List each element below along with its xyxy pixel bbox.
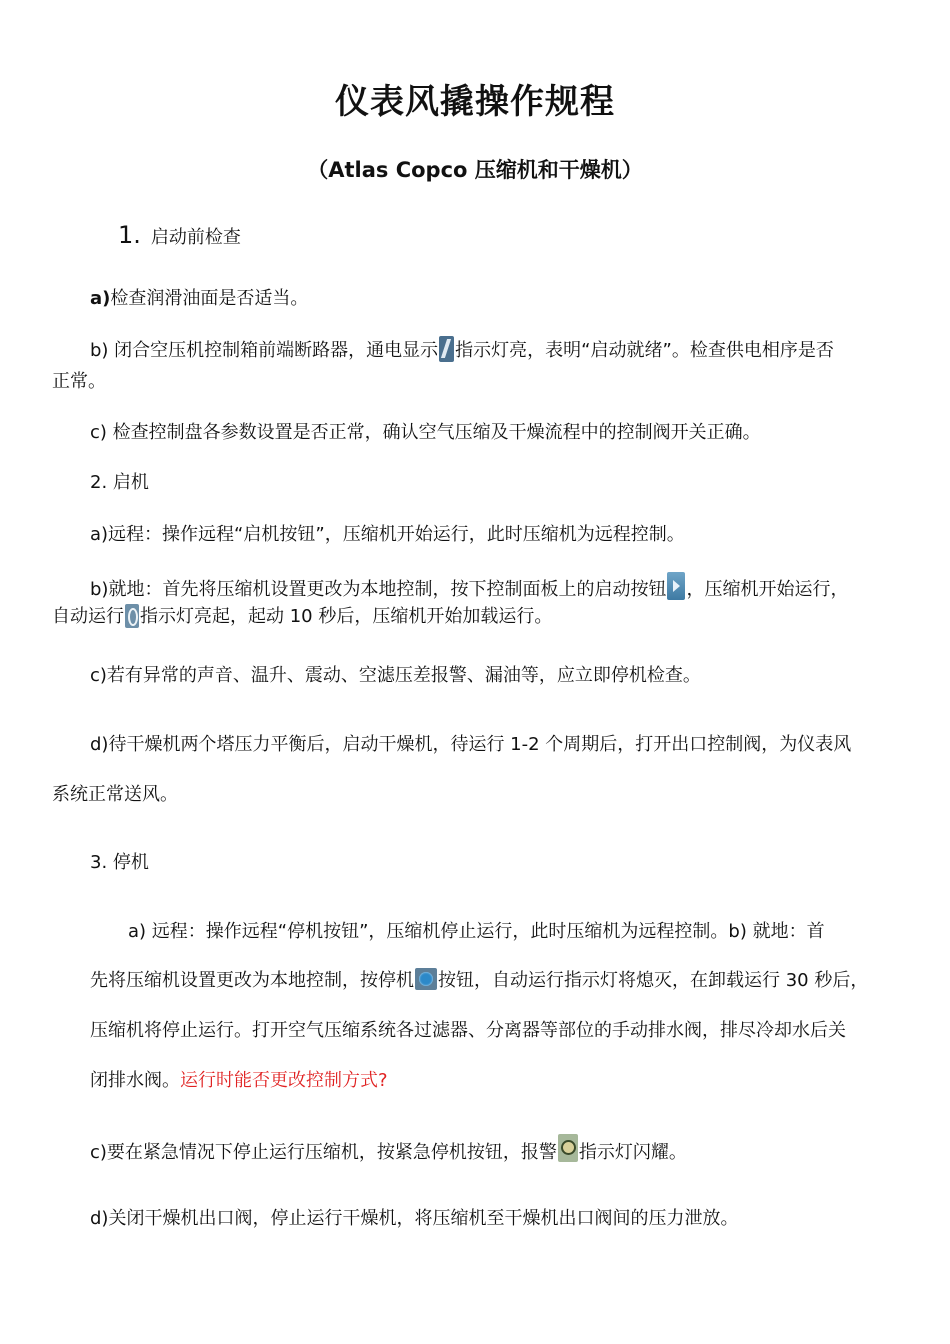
sec2-item-b2-text-post: 指示灯亮起，起动 10 秒后，压缩机开始加载运行。	[140, 606, 553, 627]
sec2-item-c: c)若有异常的声音、温升、震动、空滤压差报警、漏油等，应立即停机检查。	[90, 665, 701, 686]
sec3-paragraph-line2	[90, 968, 868, 994]
auto-run-indicator-icon	[125, 604, 139, 628]
sec1-item-b-text-post: 指示灯亮，表明“启动就绪”。检查供电相序是否	[455, 340, 834, 361]
sec1-item-a-text: 检查润滑油面是否适当。	[110, 288, 309, 309]
sec1-item-a	[90, 286, 308, 312]
document-title: 仪表风撬操作规程	[335, 82, 615, 122]
sec3-item-d: d)关闭干燥机出口阀，停止运行干燥机，将压缩机至干燥机出口阀间的压力泄放。	[90, 1208, 739, 1229]
sec3-item-c	[90, 1134, 687, 1166]
section-3-heading: 3. 停机	[90, 852, 149, 873]
sec3-line2-text-pre: 先将压缩机设置更改为本地控制，按停机	[90, 970, 414, 991]
sec2-item-b2-text-pre: 自动运行	[52, 606, 124, 627]
review-note: 运行时能否更改控制方式?	[180, 1070, 388, 1091]
section-2-heading: 2. 启机	[90, 472, 149, 493]
sec2-item-d-line2: 系统正常送风。	[52, 784, 178, 805]
sec2-item-b	[90, 572, 848, 603]
section-1-heading	[118, 222, 241, 251]
sec3-paragraph-line1: a) 远程：操作远程“停机按钮”，压缩机停止运行，此时压缩机为远程控制。b) 就地：首	[128, 921, 825, 942]
section-1-number: 1.	[118, 221, 141, 249]
stop-button-icon	[415, 968, 437, 990]
alarm-indicator-icon	[558, 1134, 578, 1162]
sec1-item-a-label: a)	[90, 288, 111, 309]
section-1-title: 启动前检查	[150, 227, 241, 248]
sec2-item-b-text-pre: b)就地：首先将压缩机设置更改为本地控制，按下控制面板上的启动按钮	[90, 579, 667, 600]
sec2-item-a: a)远程：操作远程“启机按钮”，压缩机开始运行，此时压缩机为远程控制。	[90, 524, 685, 545]
sec3-item-c-text-post: 指示灯闪耀。	[578, 1142, 687, 1163]
start-button-icon	[667, 572, 685, 600]
sec1-item-b-line2: 正常。	[52, 371, 106, 392]
sec1-item-b	[90, 336, 834, 364]
sec1-item-c: c) 检查控制盘各参数设置是否正常，确认空气压缩及干燥流程中的控制阀开关正确。	[90, 422, 761, 443]
sec1-item-b-text-pre: b) 闭合空压机控制箱前端断路器，通电显示	[90, 340, 439, 361]
sec3-paragraph-line4	[90, 1068, 388, 1094]
sec3-item-c-text-pre: c)要在紧急情况下停止运行压缩机，按紧急停机按钮，报警	[90, 1142, 557, 1163]
sec3-line2-text-post: 按钮，自动运行指示灯将熄灭，在卸载运行 30 秒后，	[438, 970, 869, 991]
sec3-paragraph-line3: 压缩机将停止运行。打开空气压缩系统各过滤器、分离器等部位的手动排水阀，排尽冷却水后关	[90, 1020, 846, 1041]
power-indicator-icon	[439, 336, 454, 362]
sec2-item-b-text-post: ，压缩机开始运行，	[686, 579, 849, 600]
document-subtitle: （Atlas Copco 压缩机和干燥机）	[307, 158, 643, 182]
sec3-line4-text: 闭排水阀。	[90, 1070, 180, 1091]
sec2-item-b-line2	[52, 604, 552, 630]
sec2-item-d: d)待干燥机两个塔压力平衡后，启动干燥机，待运行 1-2 个周期后，打开出口控制阀，为仪表风	[90, 734, 852, 755]
